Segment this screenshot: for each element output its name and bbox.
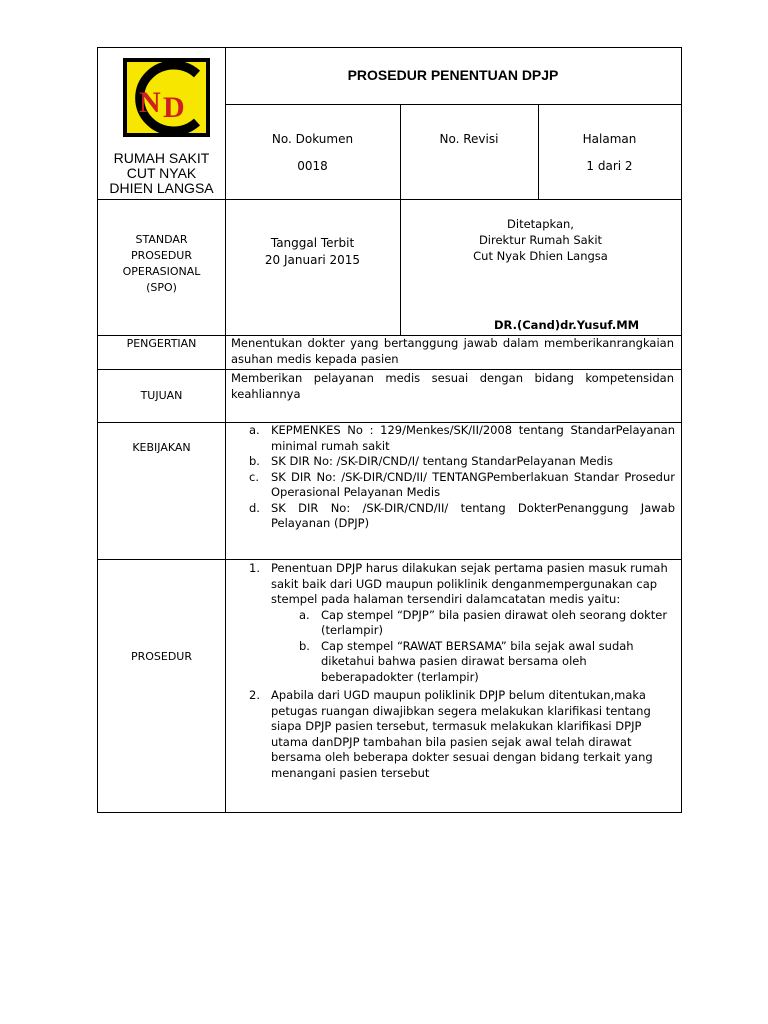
column-divider	[538, 104, 539, 199]
row-divider	[98, 369, 681, 370]
logo-emblem	[127, 62, 206, 133]
document-title: PROSEDUR PENENTUAN DPJP	[347, 67, 559, 83]
halaman-label: Halaman	[582, 132, 637, 146]
hospital-name: RUMAH SAKIT CUT NYAK DHIEN LANGSA	[109, 150, 214, 196]
hospital-logo	[123, 58, 210, 137]
pengertian-label: PENGERTIAN	[126, 337, 197, 350]
row-divider	[225, 104, 681, 105]
prosedur-label: PROSEDUR	[130, 650, 193, 663]
tujuan-label: TUJUAN	[140, 389, 183, 402]
kebijakan-label: KEBIJAKAN	[132, 441, 191, 454]
list-item: d. SK DIR No: /SK-DIR/CND/II/ tentang DokterPenanggung Jawab Pelayanan (DPJP)	[249, 500, 675, 530]
list-item: b. Cap stempel “RAWAT BERSAMA” bila sejak awal sudah diketahui bahwa pasien dirawat bersama oleh beberapadokter (terlampir)	[299, 638, 634, 684]
pengertian-text: Menentukan dokter yang bertanggung jawab dalam memberikanrangkaian asuhan medis kepada pasien	[231, 336, 674, 366]
list-item: a. KEPMENKES No : 129/Menkes/SK/II/2008 tentang StandarPelayanan minimal rumah sakit	[249, 423, 675, 453]
spo-document	[97, 47, 682, 813]
ditetapkan-block: Ditetapkan, Direktur Rumah Sakit Cut Nyak Dhien Langsa	[473, 217, 608, 263]
list-item: 1. Penentuan DPJP harus dilakukan sejak pertama pasien masuk rumah sakit baik dari UGD maupun poliklinik denganmempergunakan cap stempel pada halaman tersendiri dalamcatatan medis yaitu:	[249, 561, 668, 606]
halaman-value: 1 dari 2	[586, 159, 633, 173]
no-dokumen-value: 0018	[297, 159, 328, 173]
list-item: 2. Apabila dari UGD maupun poliklinik DPJP belum ditentukan,maka petugas ruangan diwajibkan segera melakukan klarifikasi tentang siapa DPJP pasien tersebut, termasuk melakukan klarifikasi DPJP utama danDPJP tambahan bila pasien sejak awal telah dirawat bersama oleh beberapa dokter sesuai dengan bidang terkait yang menangani pasien tersebut	[249, 688, 653, 780]
no-dokumen-label: No. Dokumen	[271, 132, 354, 146]
row-divider	[98, 199, 681, 200]
spo-label: STANDAR PROSEDUR OPERASIONAL (SPO)	[122, 233, 201, 294]
tujuan-text: Memberikan pelayanan medis sesuai dengan bidang kompetensidan keahliannya	[231, 371, 674, 401]
list-item: c. SK DIR No: /SK-DIR/CND/II/ TENTANGPemberlakuan Standar Prosedur Operasional Pelayanan Medis	[249, 469, 675, 499]
svg-text:N: N	[139, 86, 161, 119]
row-divider	[98, 559, 681, 560]
no-revisi-label: No. Revisi	[439, 132, 499, 146]
list-item: b. SK DIR No: /SK-DIR/CND/I/ tentang StandarPelayanan Medis	[249, 454, 613, 468]
prosedur-list	[225, 561, 675, 781]
signatory-name: DR.(Cand)dr.Yusuf.MM	[494, 318, 640, 332]
svg-text:D: D	[163, 91, 185, 124]
list-item: a. Cap stempel “DPJP” bila pasien dirawat oleh seorang dokter (terlampir)	[299, 607, 668, 637]
kebijakan-list	[225, 423, 675, 532]
tanggal-terbit: Tanggal Terbit 20 Januari 2015	[264, 236, 361, 267]
